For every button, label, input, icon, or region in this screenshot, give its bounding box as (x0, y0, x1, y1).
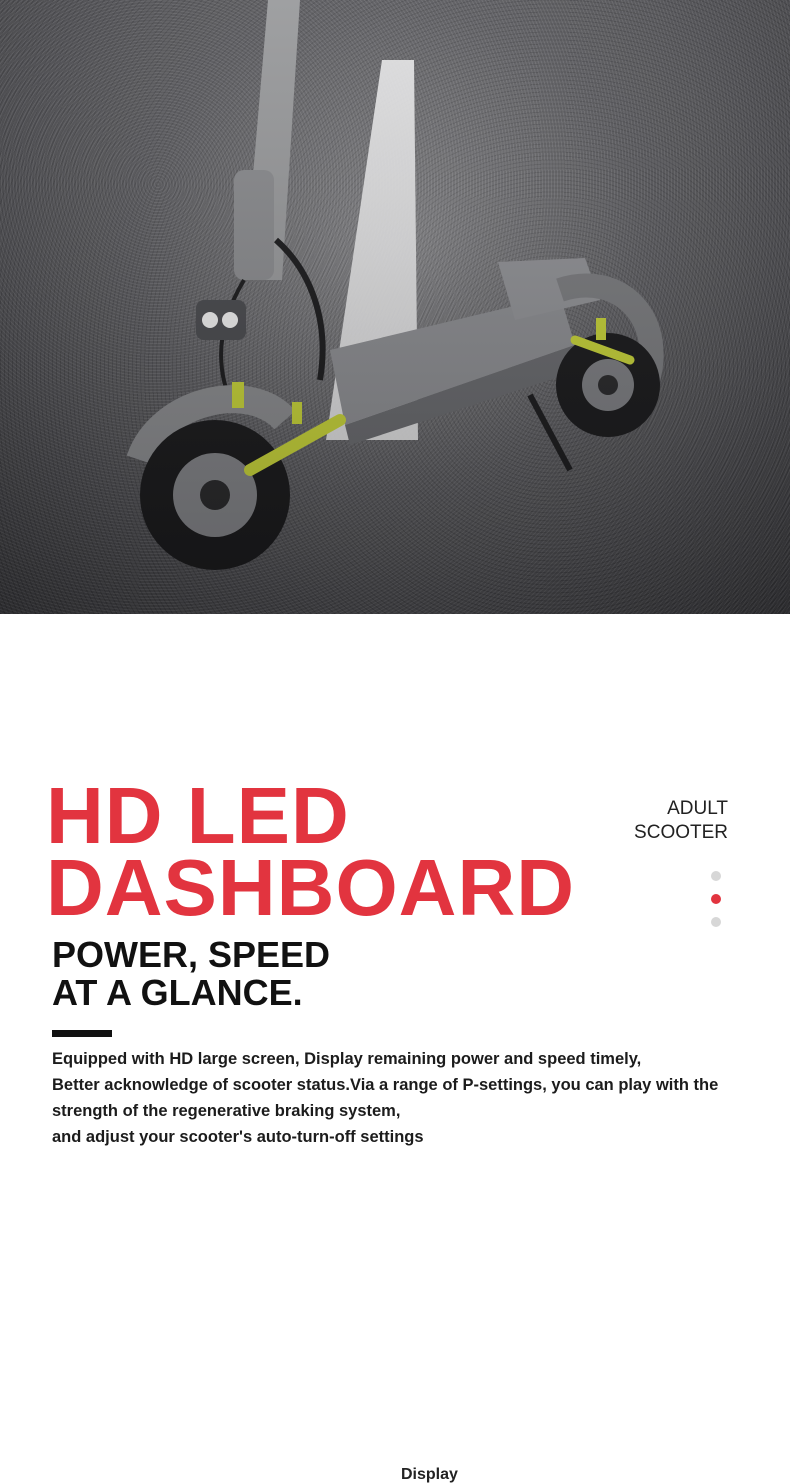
headline (46, 771, 575, 932)
product-category-label (634, 797, 728, 845)
side-label-line-2: SCOOTER (634, 822, 728, 843)
pagination-dot-1[interactable] (711, 871, 721, 881)
pagination-dot-3[interactable] (711, 917, 721, 927)
section-divider (52, 1030, 112, 1037)
display-label: Display (401, 1466, 458, 1483)
headline-line-1: HD LED (46, 771, 350, 860)
side-label-line-1: ADULT (667, 798, 728, 819)
hero-image (0, 0, 790, 614)
description-line-2: Better acknowledge of scooter status.Via a range of P-settings, you can play with the (52, 1076, 719, 1094)
subheadline-line-1: POWER, SPEED (52, 934, 331, 975)
subheadline-line-2: AT A GLANCE. (52, 972, 303, 1013)
description-line-3: strength of the regenerative braking system, (52, 1102, 401, 1120)
scooter-illustration (0, 0, 790, 614)
description-line-1: Equipped with HD large screen, Display remaining power and speed timely, (52, 1050, 642, 1068)
pagination-dot-2-active[interactable] (711, 894, 721, 904)
feature-description (52, 1046, 742, 1150)
description-line-4: and adjust your scooter's auto-turn-off settings (52, 1128, 424, 1146)
headline-line-2: DASHBOARD (46, 843, 575, 932)
pagination-dots (711, 871, 721, 940)
subheadline (52, 936, 330, 1012)
